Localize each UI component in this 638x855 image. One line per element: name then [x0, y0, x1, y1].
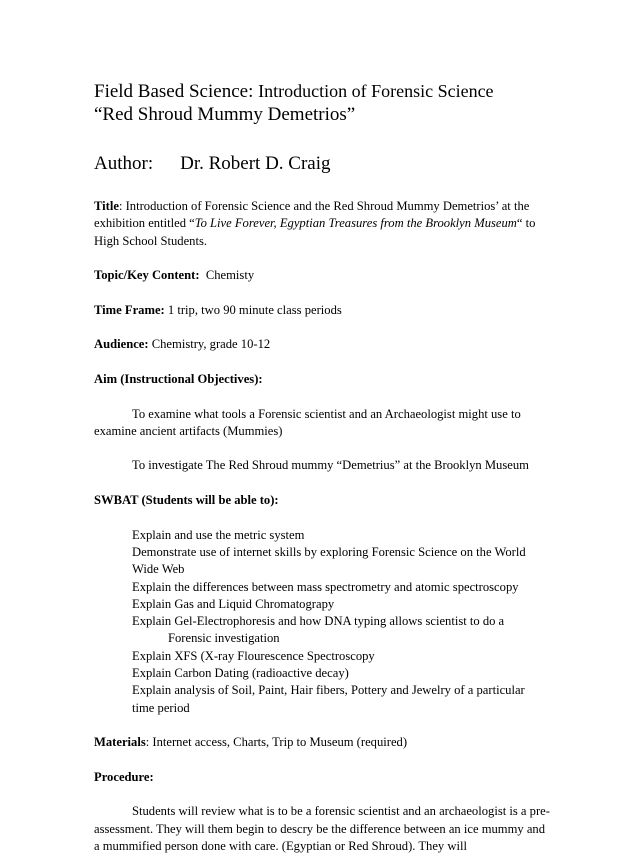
topic-label: Topic/Key Content:: [94, 268, 200, 283]
aim-paragraph-1: To examine what tools a Forensic scientist and an Archaeologist might use to examine ancient artifacts (Mummies): [94, 406, 521, 438]
title-label: Title: [94, 199, 119, 213]
materials-line: [94, 734, 550, 751]
materials-label: Materials: [94, 735, 146, 750]
audience-label: Audience:: [94, 337, 149, 352]
document-subtitle: “Red Shroud Mummy Demetrios”: [94, 104, 356, 125]
author-line: [94, 152, 331, 175]
title-text-2: “ to High School Students.: [94, 216, 536, 248]
aim-heading: Aim (Instructional Objectives):: [94, 371, 263, 386]
aim-paragraph-2: To investigate The Red Shroud mummy “Demetrius” at the Brooklyn Museum: [132, 458, 529, 473]
document-header: [94, 80, 494, 126]
list-item: Explain XFS (X-ray Flourescence Spectroscopy: [132, 648, 375, 663]
time-frame-line: [94, 302, 550, 319]
list-item: Explain and use the metric system: [132, 527, 305, 542]
author-label: Author:: [94, 153, 154, 174]
topic-value: Chemisty: [205, 268, 255, 283]
list-item: Explain the differences between mass spectrometry and atomic spectroscopy: [132, 579, 519, 594]
procedure-heading: Procedure:: [94, 769, 154, 784]
list-item: Demonstrate use of internet skills by exploring Forensic Science on the World Wide Web: [132, 544, 526, 577]
author-name: Dr. Robert D. Craig: [180, 153, 331, 174]
document-title: [94, 80, 494, 103]
document-body: [94, 198, 550, 855]
title-prefix: Field Based Science:: [94, 81, 254, 102]
list-item: Explain Gel-Electrophoresis and how DNA typing allows scientist to do a: [132, 614, 505, 629]
audience-line: [94, 336, 550, 353]
materials-value: : Internet access, Charts, Trip to Museum (required): [145, 735, 408, 750]
swbat-list: [94, 527, 550, 717]
topic-line: [94, 267, 550, 284]
time-frame-value: 1 trip, two 90 minute class periods: [167, 302, 342, 317]
time-frame-label: Time Frame:: [94, 302, 165, 317]
list-item-continuation: Forensic investigation: [168, 631, 280, 646]
list-item: Explain analysis of Soil, Paint, Hair fibers, Pottery and Jewelry of a particular time period: [132, 683, 525, 715]
list-item: Explain Gas and Liquid Chromatograpy: [132, 596, 335, 611]
list-item: Explain Carbon Dating (radioactive decay): [132, 666, 349, 681]
title-text-1: : Introduction of Forensic Science and the Red Shroud Mummy Demetrios’ at the exhibition entitled “: [94, 199, 530, 231]
title-subject: Introduction of Forensic Science: [258, 81, 494, 101]
procedure-paragraph: Students will review what is to be a forensic scientist and an archaeologist is a pre-assessment. They will them begin to descry be the difference between an ice mummy and a mummified person done with care. (Egyptian or Red Shroud). They will: [94, 804, 550, 853]
swbat-heading: SWBAT (Students will be able to):: [94, 493, 279, 508]
exhibition-name: To Live Forever, Egyptian Treasures from the Brooklyn Museum: [194, 216, 517, 231]
audience-value: Chemistry, grade 10-12: [151, 337, 271, 352]
title-paragraph: [94, 198, 550, 250]
